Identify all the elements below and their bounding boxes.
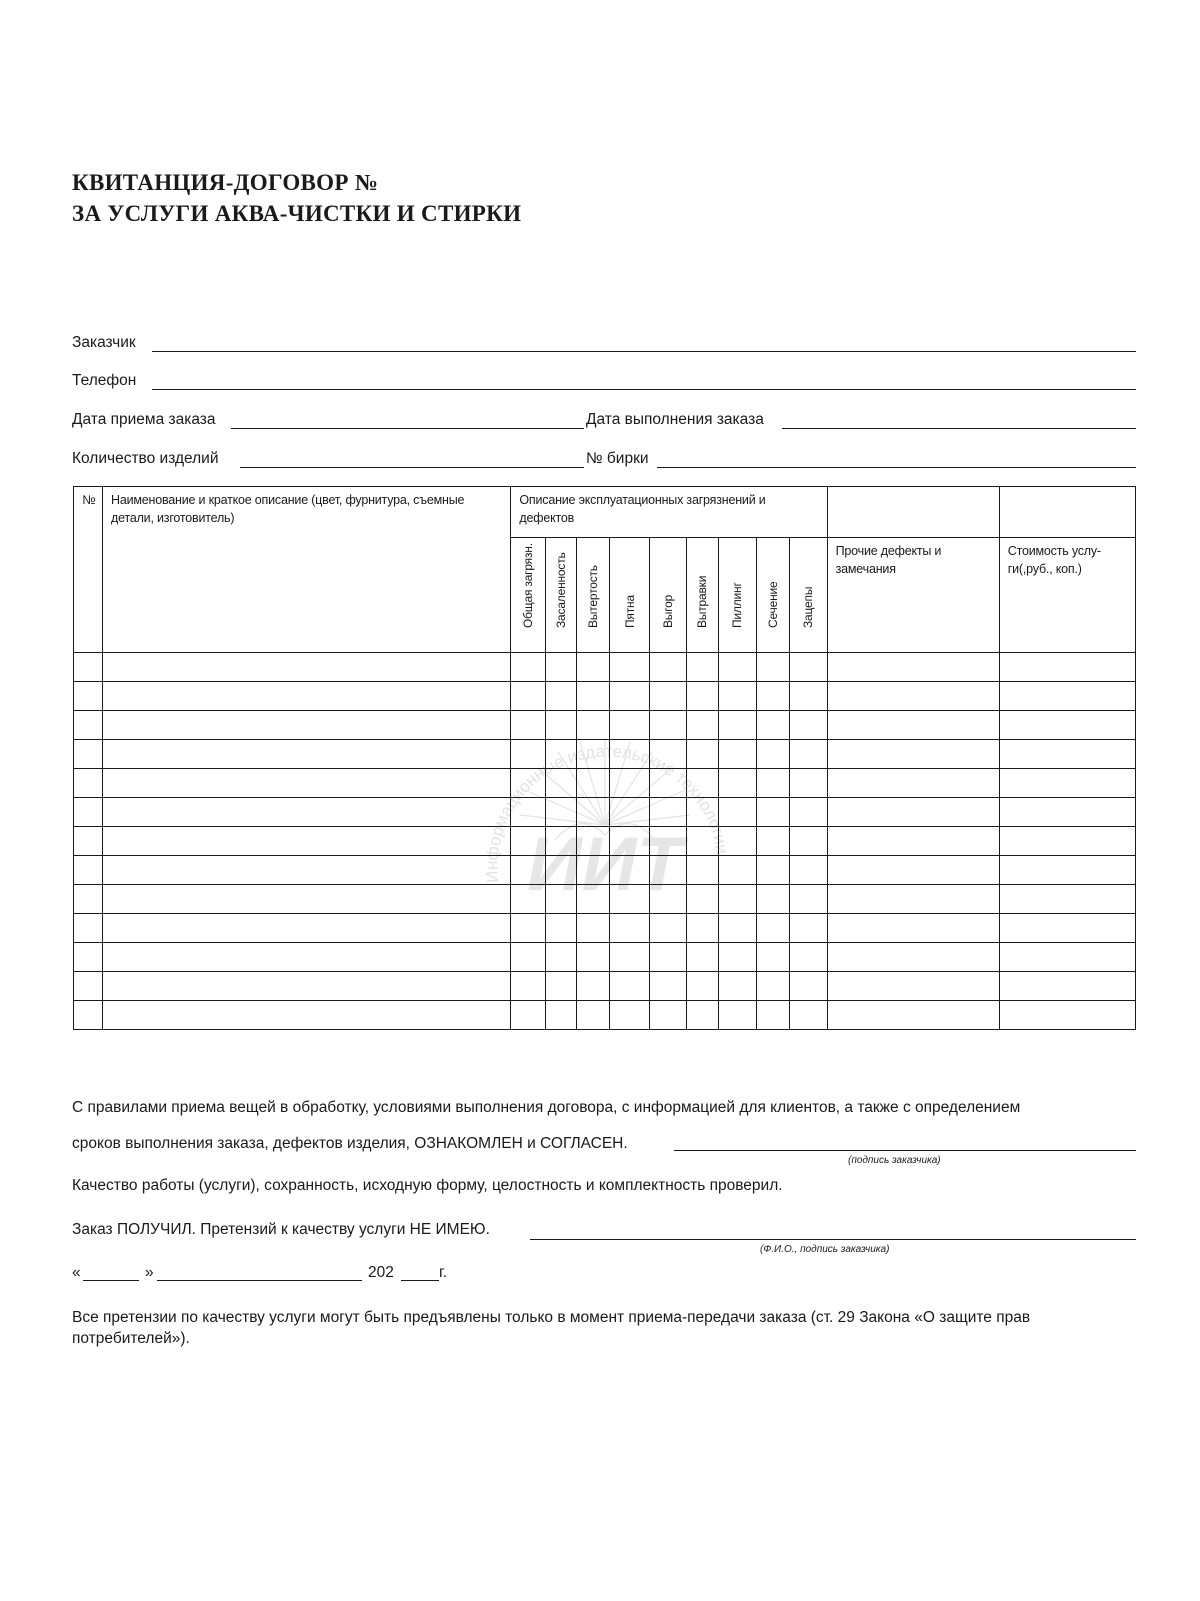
table-cell[interactable] [610, 682, 650, 711]
defect-column-label: Общая загрязн. [521, 543, 536, 628]
table-cell[interactable] [718, 972, 756, 1001]
table-cell[interactable] [577, 740, 610, 769]
terms-paragraph-2: Качество работы (услуги), сохранность, исходную форму, целостность и комплектность проверил. [72, 1177, 783, 1194]
col-header-name: Наименование и краткое описание (цвет, фурнитура, съемные детали, изготовитель) [103, 487, 511, 653]
col-header-defects-group: Описание эксплуатационных загрязнений и дефектов [511, 487, 827, 538]
defect-column-label: Пятна [622, 595, 637, 628]
table-cell[interactable] [610, 740, 650, 769]
table-row [74, 943, 1136, 972]
table-cell[interactable] [74, 1001, 103, 1030]
table-cell[interactable] [999, 972, 1135, 1001]
tag-number-field[interactable] [657, 467, 1136, 468]
col-header-cost: Стоимость услу-ги(,руб., коп.) [999, 538, 1135, 653]
table-cell[interactable] [999, 885, 1135, 914]
table-cell[interactable] [789, 711, 827, 740]
table-cell[interactable] [511, 653, 546, 682]
date-day-field[interactable] [83, 1280, 139, 1281]
table-cell[interactable] [103, 682, 511, 711]
table-row [74, 914, 1136, 943]
table-cell[interactable] [827, 972, 999, 1001]
table-cell[interactable] [577, 711, 610, 740]
table-cell[interactable] [718, 827, 756, 856]
date-received-field[interactable] [231, 428, 584, 429]
table-cell[interactable] [577, 972, 610, 1001]
table-cell[interactable] [686, 1001, 718, 1030]
table-cell[interactable] [610, 827, 650, 856]
defect-column-label: Засаленность [554, 552, 569, 628]
table-cell[interactable] [74, 740, 103, 769]
table-cell[interactable] [511, 682, 546, 711]
table-cell[interactable] [511, 711, 546, 740]
defect-column-header [789, 538, 827, 653]
table-cell[interactable] [756, 798, 789, 827]
defect-column-header [650, 538, 686, 653]
table-cell[interactable] [756, 653, 789, 682]
table-cell[interactable] [577, 827, 610, 856]
quantity-field[interactable] [240, 467, 584, 468]
table-cell[interactable] [650, 856, 686, 885]
document-title-line2: ЗА УСЛУГИ АКВА-ЧИСТКИ И СТИРКИ [72, 201, 522, 226]
table-row [74, 885, 1136, 914]
table-cell[interactable] [686, 885, 718, 914]
table-cell[interactable] [827, 914, 999, 943]
table-cell[interactable] [756, 827, 789, 856]
table-cell[interactable] [546, 972, 577, 1001]
table-cell[interactable] [686, 943, 718, 972]
table-cell[interactable] [999, 914, 1135, 943]
table-cell[interactable] [610, 711, 650, 740]
defect-column-label: Выгор [661, 594, 675, 628]
table-cell[interactable] [718, 653, 756, 682]
table-cell[interactable] [650, 1001, 686, 1030]
table-row [74, 653, 1136, 682]
table-cell[interactable] [756, 856, 789, 885]
table-cell[interactable] [577, 856, 610, 885]
customer-name-signature-caption: (Ф.И.О., подпись заказчика) [760, 1244, 890, 1255]
table-cell[interactable] [511, 856, 546, 885]
table-cell[interactable] [756, 711, 789, 740]
table-cell[interactable] [511, 740, 546, 769]
terms-paragraph-1-line2: сроков выполнения заказа, дефектов изделия, ОЗНАКОМЛЕН и СОГЛАСЕН. [72, 1135, 628, 1152]
table-cell[interactable] [610, 1001, 650, 1030]
table-cell[interactable] [650, 682, 686, 711]
defect-column-label: Сечение [765, 581, 780, 628]
defect-column-label: Вытертость [586, 565, 601, 628]
table-cell[interactable] [511, 914, 546, 943]
table-cell[interactable] [103, 914, 511, 943]
table-cell[interactable] [827, 1001, 999, 1030]
table-cell[interactable] [718, 856, 756, 885]
date-completed-label: Дата выполнения заказа [586, 411, 764, 428]
table-cell[interactable] [610, 914, 650, 943]
table-cell[interactable] [686, 856, 718, 885]
table-cell[interactable] [103, 769, 511, 798]
table-cell[interactable] [546, 885, 577, 914]
table-row [74, 682, 1136, 711]
table-cell[interactable] [577, 682, 610, 711]
tag-number-label: № бирки [586, 450, 649, 467]
date-year-suffix: г. [439, 1264, 448, 1281]
table-cell[interactable] [577, 914, 610, 943]
table-cell[interactable] [686, 711, 718, 740]
col-header-number: № [74, 487, 103, 653]
table-cell[interactable] [74, 885, 103, 914]
terms-paragraph-1-line1: С правилами приема вещей в обработку, условиями выполнения договора, с информацией для клиентов, а также с определением [72, 1099, 1021, 1116]
table-cell[interactable] [756, 885, 789, 914]
table-cell[interactable] [546, 798, 577, 827]
table-cell[interactable] [511, 798, 546, 827]
table-cell[interactable] [577, 885, 610, 914]
table-cell[interactable] [686, 972, 718, 1001]
table-cell[interactable] [756, 943, 789, 972]
table-cell[interactable] [650, 972, 686, 1001]
table-cell[interactable] [511, 1001, 546, 1030]
defect-column-header [718, 538, 756, 653]
table-cell[interactable] [577, 943, 610, 972]
table-cell[interactable] [610, 653, 650, 682]
table-cell[interactable] [610, 798, 650, 827]
table-cell[interactable] [511, 827, 546, 856]
table-cell[interactable] [650, 711, 686, 740]
table-cell[interactable] [650, 769, 686, 798]
table-row [74, 1001, 1136, 1030]
table-cell[interactable] [74, 798, 103, 827]
table-cell[interactable] [756, 1001, 789, 1030]
table-cell[interactable] [511, 972, 546, 1001]
date-open-quote: « [72, 1264, 81, 1281]
table-cell[interactable] [577, 1001, 610, 1030]
table-cell[interactable] [999, 798, 1135, 827]
table-cell[interactable] [610, 885, 650, 914]
date-received-label: Дата приема заказа [72, 411, 216, 428]
table-cell[interactable] [718, 885, 756, 914]
watermark-text: ИИТ [527, 822, 683, 907]
table-row [74, 827, 1136, 856]
customer-signature-field[interactable] [674, 1150, 1136, 1151]
table-cell[interactable] [789, 1001, 827, 1030]
table-cell[interactable] [74, 943, 103, 972]
date-month-field[interactable] [157, 1280, 362, 1281]
phone-label: Телефон [72, 372, 137, 389]
defect-column-label: Зацепы [801, 586, 816, 628]
date-year-field[interactable] [401, 1280, 439, 1281]
table-cell[interactable] [103, 653, 511, 682]
table-cell[interactable] [74, 827, 103, 856]
table-cell[interactable] [103, 885, 511, 914]
table-cell[interactable] [74, 711, 103, 740]
defect-column-header [546, 538, 577, 653]
table-cell[interactable] [103, 827, 511, 856]
table-row [74, 972, 1136, 1001]
table-cell[interactable] [103, 711, 511, 740]
table-cell[interactable] [610, 856, 650, 885]
table-cell[interactable] [718, 798, 756, 827]
table-cell[interactable] [610, 972, 650, 1001]
table-cell[interactable] [74, 769, 103, 798]
table-cell[interactable] [103, 1001, 511, 1030]
table-row [74, 740, 1136, 769]
quantity-label: Количество изделий [72, 450, 219, 467]
table-cell[interactable] [511, 769, 546, 798]
defect-column-header [511, 538, 546, 653]
table-cell[interactable] [103, 856, 511, 885]
date-completed-field[interactable] [782, 428, 1136, 429]
terms-paragraph-4-line2: потребителей»). [72, 1330, 190, 1347]
terms-paragraph-4-line1: Все претензии по качеству услуги могут быть предъявлены только в момент приема-передачи заказа (ст. 29 Закона «О защите прав [72, 1309, 1031, 1326]
table-cell[interactable] [827, 682, 999, 711]
watermark-arc-text: Информационные издательские технологии [482, 741, 732, 884]
customer-field[interactable] [152, 351, 1136, 352]
table-cell[interactable] [74, 653, 103, 682]
table-row [74, 856, 1136, 885]
table-cell[interactable] [74, 856, 103, 885]
table-cell[interactable] [756, 972, 789, 1001]
table-cell[interactable] [546, 740, 577, 769]
defect-column-header [610, 538, 650, 653]
table-row [74, 711, 1136, 740]
table-cell[interactable] [546, 769, 577, 798]
table-cell[interactable] [103, 972, 511, 1001]
table-cell[interactable] [718, 711, 756, 740]
customer-name-signature-field[interactable] [530, 1239, 1136, 1240]
defect-column-header [756, 538, 789, 653]
table-cell[interactable] [999, 769, 1135, 798]
table-cell[interactable] [103, 740, 511, 769]
table-cell[interactable] [74, 682, 103, 711]
customer-signature-caption: (подпись заказчика) [848, 1155, 941, 1166]
items-table [73, 486, 1136, 1030]
table-cell[interactable] [546, 943, 577, 972]
table-cell[interactable] [999, 943, 1135, 972]
table-cell[interactable] [827, 653, 999, 682]
table-cell[interactable] [789, 740, 827, 769]
table-cell[interactable] [827, 769, 999, 798]
col-header-other: Прочие дефекты и замечания [827, 538, 999, 653]
table-cell[interactable] [686, 827, 718, 856]
table-cell[interactable] [577, 798, 610, 827]
defect-column-label: Пиллинг [730, 582, 745, 628]
table-cell[interactable] [103, 943, 511, 972]
customer-label: Заказчик [72, 334, 136, 351]
table-cell[interactable] [999, 682, 1135, 711]
table-cell[interactable] [546, 682, 577, 711]
table-cell[interactable] [827, 740, 999, 769]
date-year-prefix: 202 [368, 1264, 394, 1281]
table-cell[interactable] [789, 856, 827, 885]
table-cell[interactable] [718, 943, 756, 972]
table-cell[interactable] [789, 769, 827, 798]
table-cell[interactable] [686, 740, 718, 769]
table-cell[interactable] [827, 798, 999, 827]
table-cell[interactable] [686, 653, 718, 682]
defect-column-header [577, 538, 610, 653]
table-cell[interactable] [999, 740, 1135, 769]
table-cell[interactable] [546, 856, 577, 885]
table-cell[interactable] [718, 1001, 756, 1030]
table-cell[interactable] [650, 798, 686, 827]
table-cell[interactable] [546, 653, 577, 682]
table-cell[interactable] [718, 914, 756, 943]
table-cell[interactable] [650, 943, 686, 972]
defect-column-label: Вытравки [695, 575, 710, 628]
table-cell[interactable] [789, 798, 827, 827]
table-cell[interactable] [789, 682, 827, 711]
col-header-other-top [827, 487, 999, 538]
table-cell[interactable] [650, 827, 686, 856]
table-cell[interactable] [756, 740, 789, 769]
date-close-quote: » [145, 1264, 154, 1281]
table-cell[interactable] [789, 943, 827, 972]
table-cell[interactable] [103, 798, 511, 827]
table-cell[interactable] [546, 914, 577, 943]
table-cell[interactable] [74, 914, 103, 943]
table-cell[interactable] [650, 914, 686, 943]
table-cell[interactable] [511, 943, 546, 972]
table-cell[interactable] [610, 943, 650, 972]
table-cell[interactable] [546, 1001, 577, 1030]
col-header-cost-top [999, 487, 1135, 538]
table-cell[interactable] [546, 827, 577, 856]
document-title-line1: КВИТАНЦИЯ-ДОГОВОР № [72, 170, 379, 195]
table-body [74, 653, 1136, 1030]
table-cell[interactable] [756, 682, 789, 711]
table-cell[interactable] [827, 885, 999, 914]
table-cell[interactable] [650, 653, 686, 682]
table-cell[interactable] [650, 740, 686, 769]
table-cell[interactable] [999, 711, 1135, 740]
table-cell[interactable] [74, 972, 103, 1001]
table-cell[interactable] [999, 653, 1135, 682]
table-cell[interactable] [718, 740, 756, 769]
table-cell[interactable] [756, 914, 789, 943]
table-cell[interactable] [827, 856, 999, 885]
table-cell[interactable] [686, 914, 718, 943]
table-cell[interactable] [999, 1001, 1135, 1030]
table-cell[interactable] [686, 769, 718, 798]
table-cell[interactable] [718, 682, 756, 711]
terms-paragraph-3: Заказ ПОЛУЧИЛ. Претензий к качеству услуги НЕ ИМЕЮ. [72, 1221, 490, 1238]
table-cell[interactable] [610, 769, 650, 798]
table-cell[interactable] [827, 827, 999, 856]
table-cell[interactable] [686, 798, 718, 827]
table-cell[interactable] [511, 885, 546, 914]
table-cell[interactable] [789, 827, 827, 856]
table-cell[interactable] [999, 827, 1135, 856]
table-cell[interactable] [789, 972, 827, 1001]
table-cell[interactable] [789, 914, 827, 943]
table-cell[interactable] [999, 856, 1135, 885]
table-cell[interactable] [577, 653, 610, 682]
table-cell[interactable] [577, 769, 610, 798]
defect-column-header [686, 538, 718, 653]
table-row [74, 798, 1136, 827]
table-cell[interactable] [650, 885, 686, 914]
table-cell[interactable] [827, 943, 999, 972]
table-cell[interactable] [789, 653, 827, 682]
table-cell[interactable] [546, 711, 577, 740]
table-cell[interactable] [718, 769, 756, 798]
table-cell[interactable] [789, 885, 827, 914]
table-cell[interactable] [756, 769, 789, 798]
table-row [74, 769, 1136, 798]
phone-field[interactable] [152, 389, 1136, 390]
table-cell[interactable] [686, 682, 718, 711]
table-cell[interactable] [827, 711, 999, 740]
